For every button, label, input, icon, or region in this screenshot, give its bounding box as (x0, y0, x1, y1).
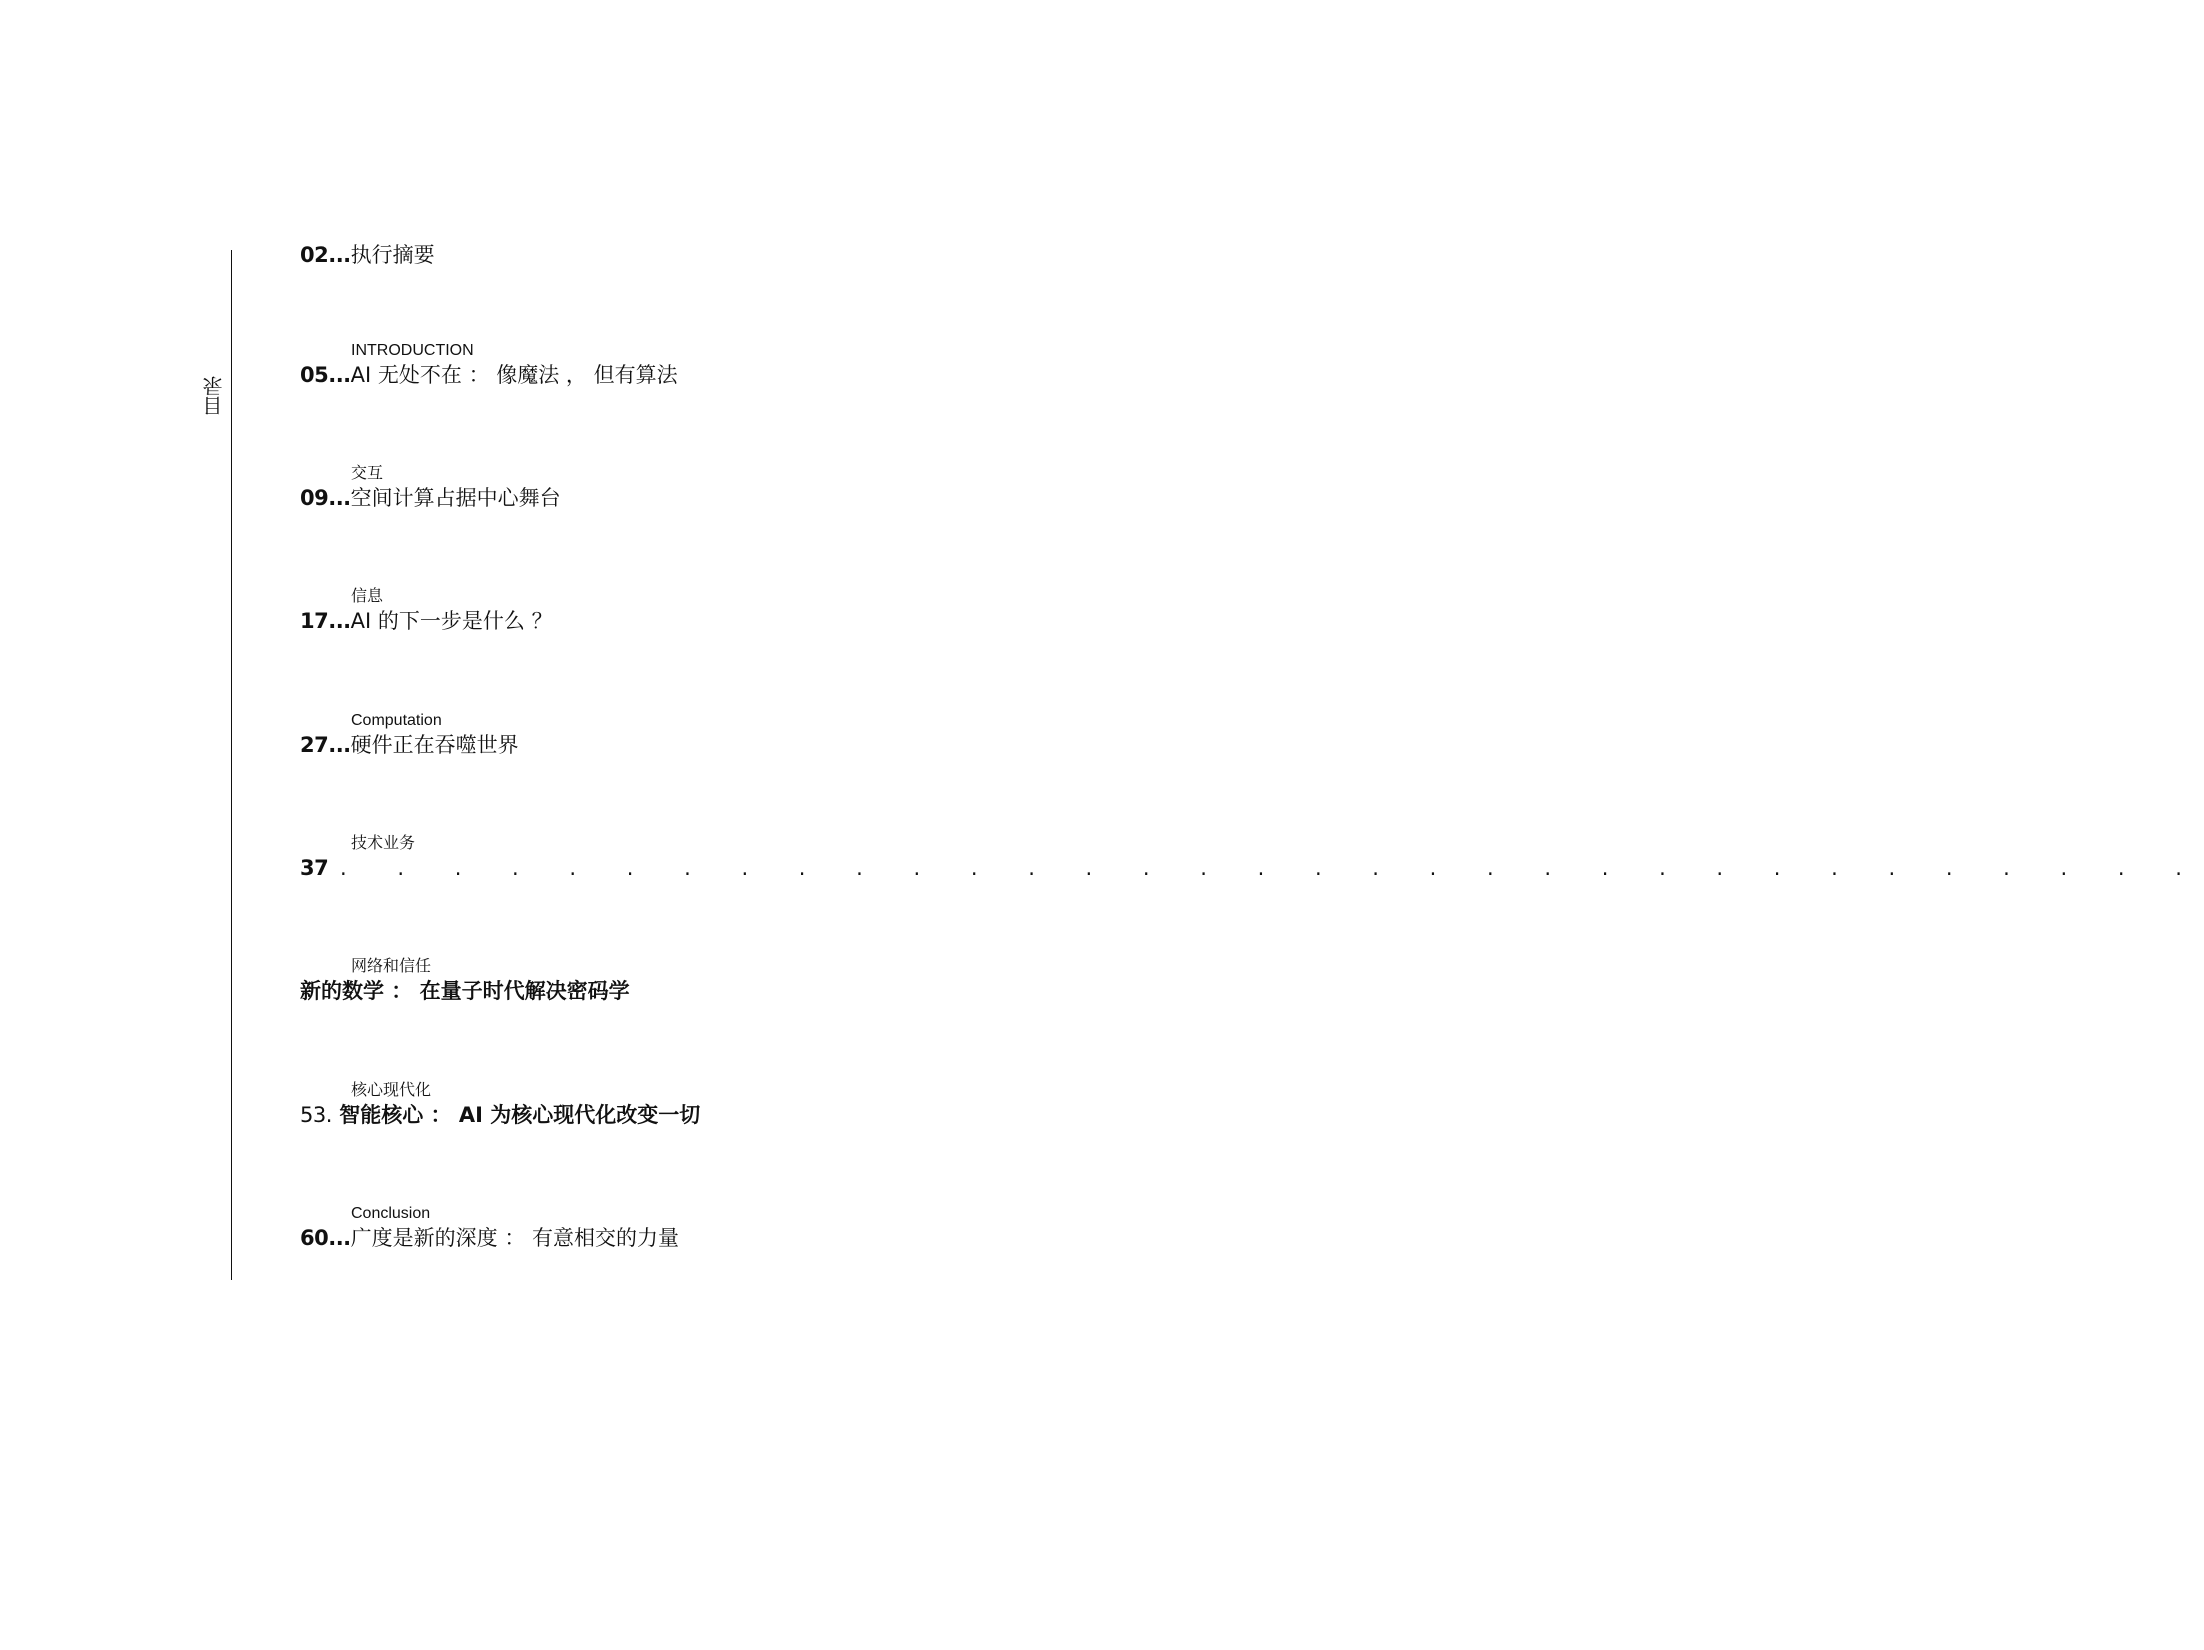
toc-entry-interaction[interactable] (300, 465, 1250, 513)
page-number: 27... (300, 733, 351, 757)
page-number: 37 (300, 856, 329, 880)
page-number: 60... (300, 1226, 351, 1250)
toc-entry-information[interactable] (300, 588, 1250, 636)
section-label: 交互 (351, 465, 384, 482)
section-label: 网络和信任 (351, 958, 432, 975)
page-number: 53. (300, 1103, 332, 1127)
page-number: 17... (300, 609, 351, 633)
entry-title: AI 无处不在 ： 像魔法 ， 但有算法 (350, 363, 678, 387)
toc-entry-computation[interactable] (300, 712, 1250, 760)
entry-title: 硬件正在吞噬世界 (350, 733, 519, 757)
section-label: INTRODUCTION (351, 342, 474, 359)
toc-entry-introduction[interactable] (300, 342, 1250, 390)
section-label: Computation (351, 712, 442, 729)
entry-title: 新的数学 ： 在量子时代解决密码学 (300, 979, 630, 1003)
section-label: 技术业务 (351, 835, 416, 852)
section-label: Conclusion (351, 1205, 431, 1222)
toc-heading: 目录 (202, 376, 226, 416)
section-label: 核心现代化 (351, 1082, 432, 1099)
toc-entry-core-modernization[interactable] (300, 1082, 1250, 1130)
section-label: 信息 (351, 588, 384, 605)
dot-leader: . . . . . . . . . . . . . . . . . . . . . . . . . . . . . . . . . (340, 856, 2204, 880)
entry-title: 智能核心 ： AI 为核心现代化改变一切 (339, 1103, 701, 1127)
toc-entry-executive-summary[interactable] (300, 240, 1250, 270)
toc-entry-conclusion[interactable] (300, 1205, 1250, 1253)
entry-title: 空间计算占据中心舞台 (350, 486, 561, 510)
toc-entry-cyber-and-trust[interactable] (300, 958, 1250, 1006)
page-number: 05... (300, 363, 351, 387)
entry-title: 广度是新的深度 ： 有意相交的力量 (350, 1226, 680, 1250)
entry-title: 执行摘要 (350, 243, 435, 267)
toc-entry-business-of-technology[interactable] (300, 835, 2204, 883)
entry-title: AI 的下一步是什么 ？ (350, 609, 553, 633)
page-number: 09... (300, 486, 351, 510)
page-number: 02... (300, 243, 351, 267)
